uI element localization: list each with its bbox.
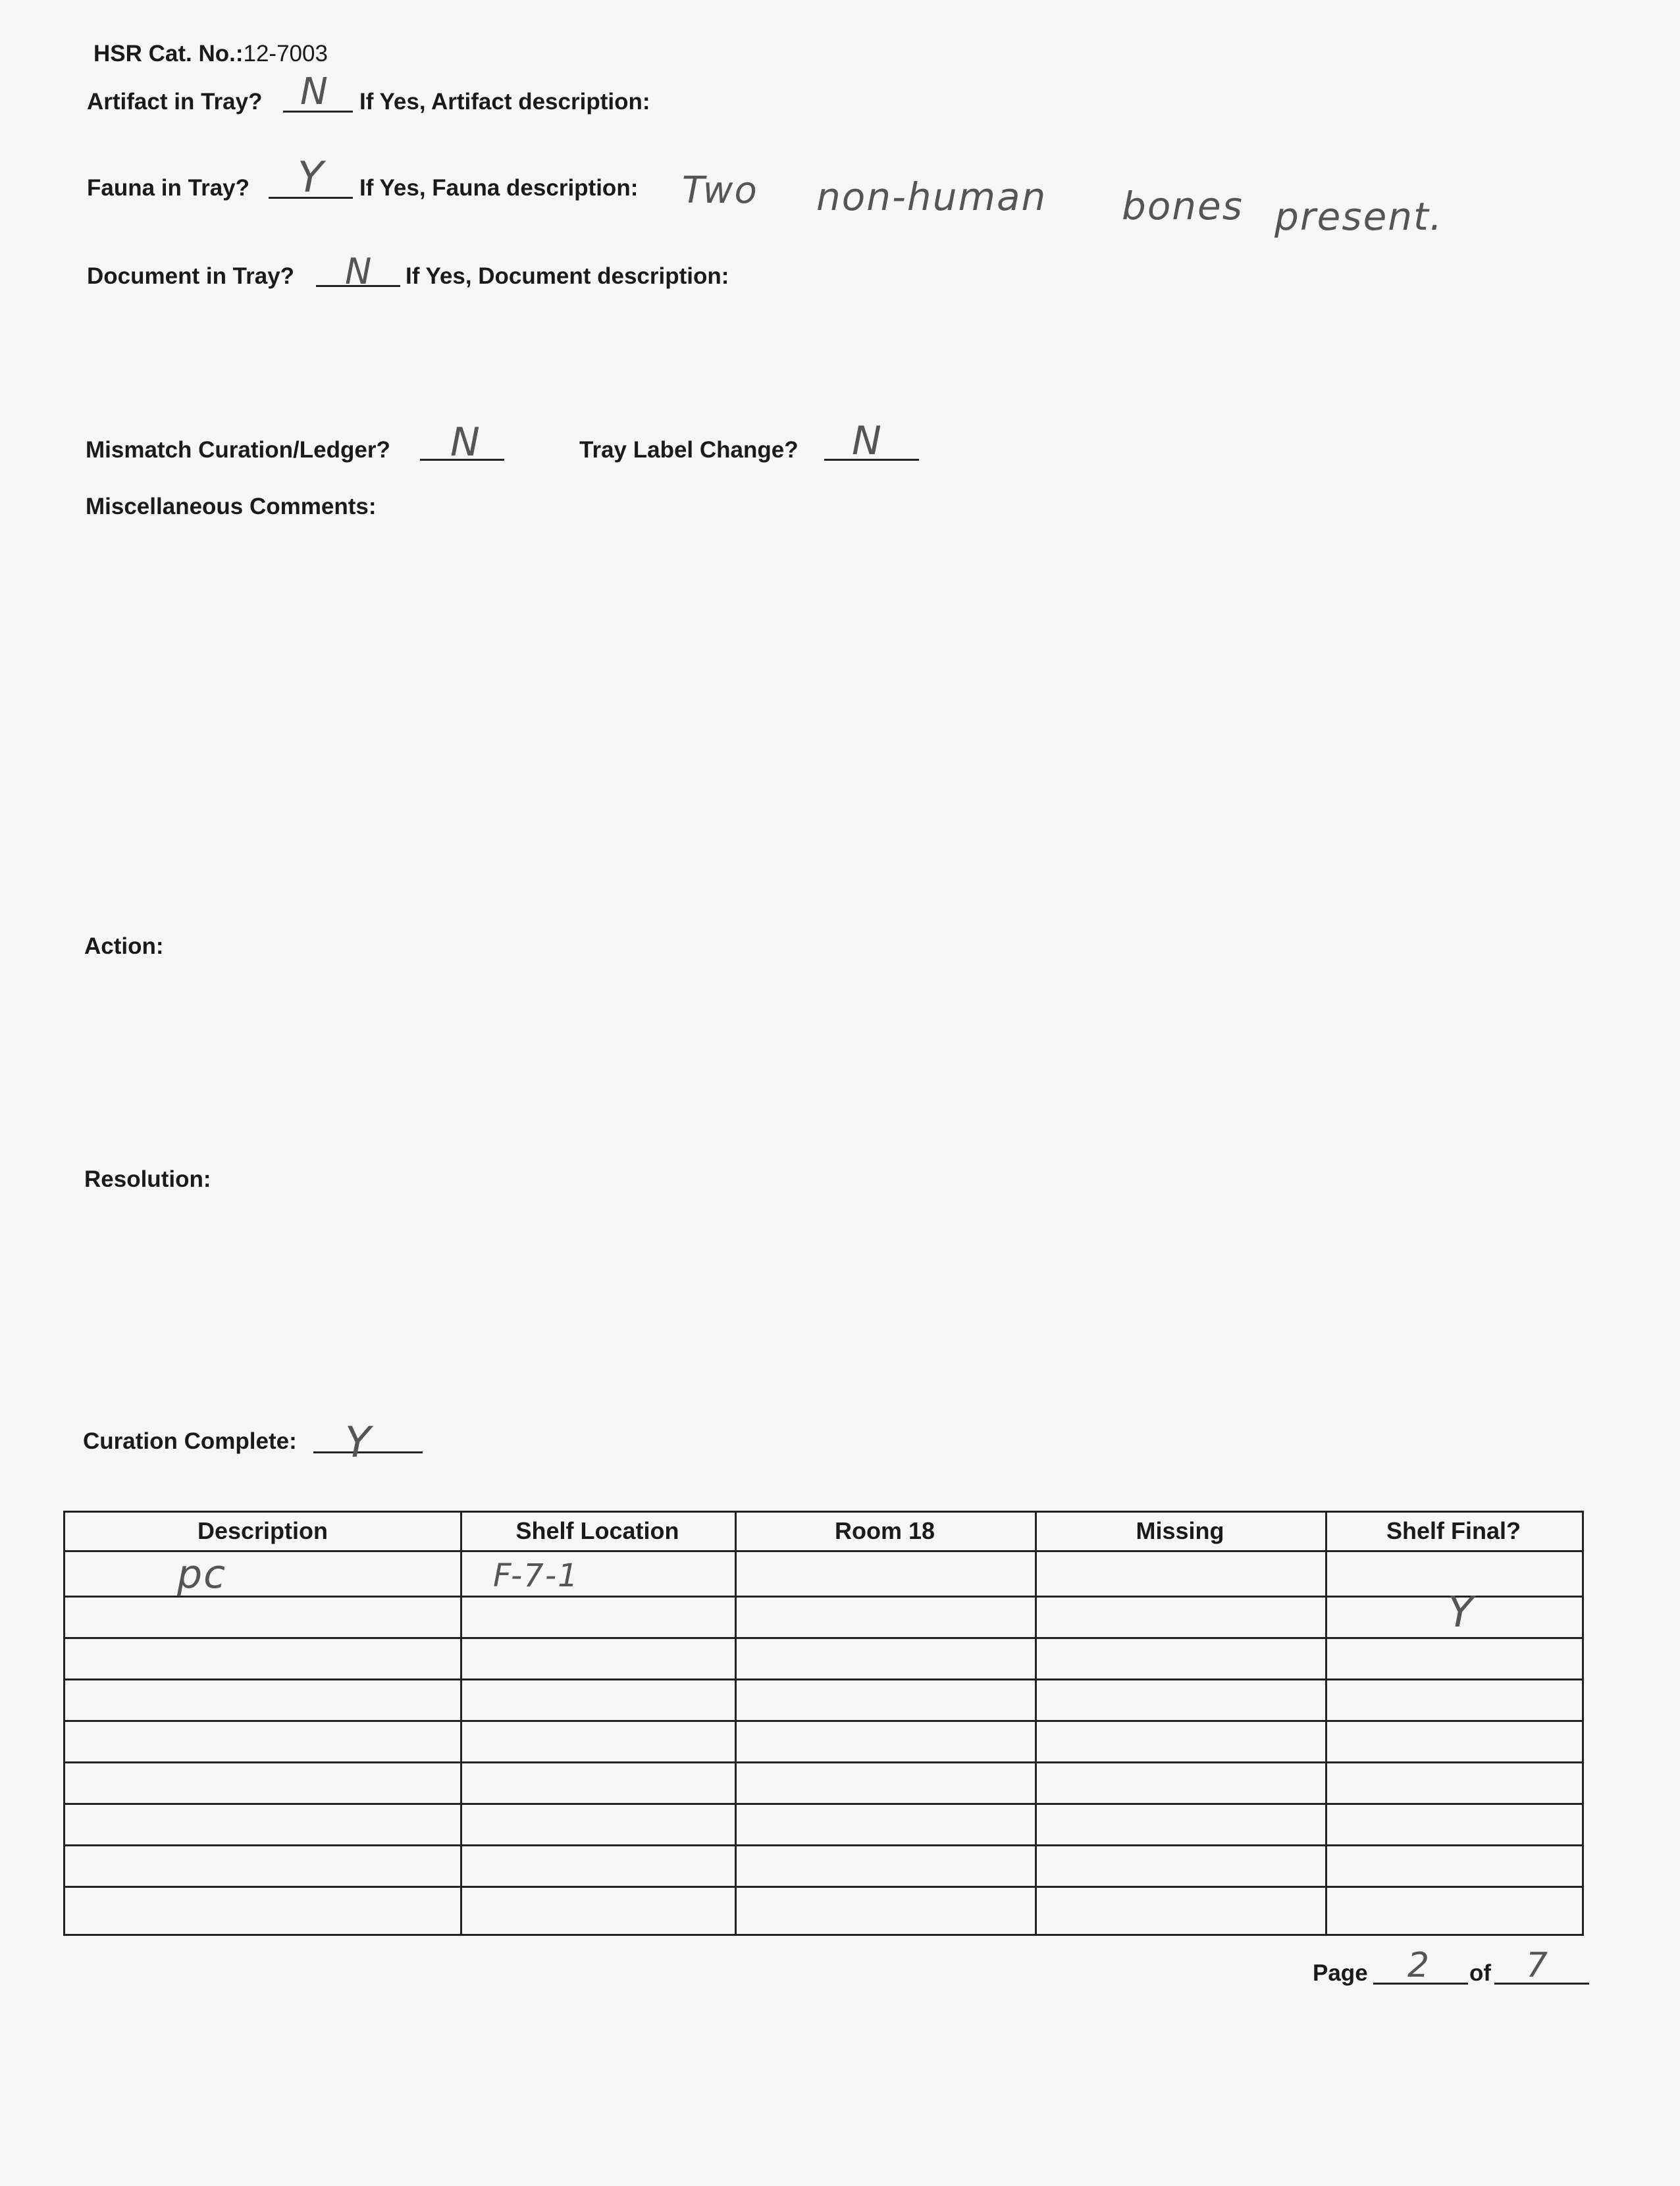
artifact-label: Artifact in Tray?: [87, 89, 263, 115]
document-value: N: [345, 251, 373, 292]
table-cell-shelf-location: F-7-1: [493, 1557, 579, 1594]
fauna-value: Y: [298, 153, 325, 202]
mismatch-value: N: [450, 419, 481, 465]
page-label: Page: [1313, 1960, 1368, 1986]
tray-label-change-value: N: [852, 418, 883, 464]
column-header-room-18: Room 18: [834, 1517, 935, 1544]
fauna-desc-word-1: Two: [682, 169, 758, 212]
table-row-divider: [65, 1550, 1582, 1552]
mismatch-label: Mismatch Curation/Ledger?: [86, 437, 390, 463]
comments-label: Miscellaneous Comments:: [86, 494, 377, 519]
resolution-label: Resolution:: [84, 1166, 211, 1192]
table-col-divider: [735, 1513, 737, 1934]
table-row-divider: [65, 1803, 1582, 1805]
tray-label-change-label: Tray Label Change?: [579, 437, 799, 463]
document-desc-label: If Yes, Document description:: [406, 263, 729, 289]
document-label: Document in Tray?: [87, 263, 295, 289]
column-header-description: Description: [197, 1517, 328, 1544]
artifact-value: N: [300, 70, 329, 113]
table-col-divider: [1325, 1513, 1327, 1934]
table-row-divider: [65, 1844, 1582, 1846]
table-row-divider: [65, 1596, 1582, 1598]
column-header-missing: Missing: [1136, 1517, 1224, 1544]
table-col-divider: [460, 1513, 462, 1934]
shelf-table: [63, 1511, 1584, 1936]
table-col-divider: [1035, 1513, 1037, 1934]
column-header-shelf-location: Shelf Location: [515, 1517, 679, 1544]
table-row-divider: [65, 1761, 1582, 1763]
fauna-label: Fauna in Tray?: [87, 175, 249, 201]
column-header-shelf-final: Shelf Final?: [1386, 1517, 1521, 1544]
table-row-divider: [65, 1637, 1582, 1639]
page-value: 2: [1407, 1946, 1431, 1985]
curation-complete-value: Y: [345, 1418, 373, 1467]
fauna-desc-label: If Yes, Fauna description:: [359, 175, 639, 201]
table-row-divider: [65, 1886, 1582, 1888]
table-cell-shelf-final: Y: [1448, 1588, 1475, 1637]
table-row-divider: [65, 1720, 1582, 1722]
artifact-desc-label: If Yes, Artifact description:: [359, 89, 650, 115]
fauna-desc-word-4: present.: [1274, 194, 1444, 239]
catalog-number-value: 12-7003: [243, 41, 328, 66]
fauna-desc-word-3: bones: [1122, 184, 1244, 228]
fauna-desc-word-2: non-human: [816, 174, 1047, 219]
page-total-value: 7: [1526, 1946, 1550, 1985]
table-row-divider: [65, 1679, 1582, 1680]
table-cell-description: pc: [177, 1551, 227, 1598]
page-of-label: of: [1469, 1960, 1492, 1986]
action-label: Action:: [84, 933, 164, 959]
curation-complete-label: Curation Complete:: [83, 1428, 297, 1454]
catalog-number-label: HSR Cat. No.:12-7003: [93, 41, 328, 66]
